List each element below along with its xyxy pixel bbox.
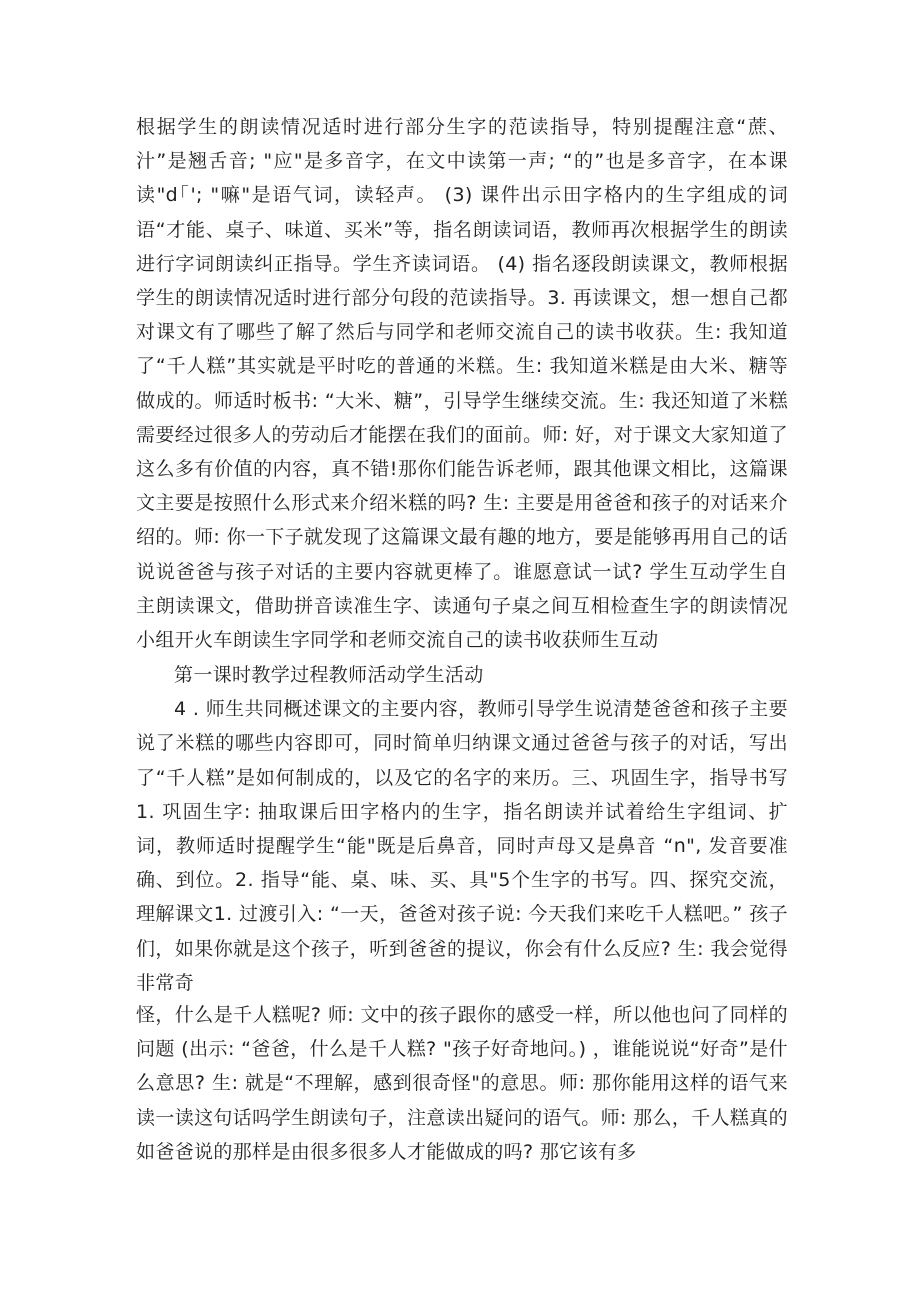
- paragraph-1: 根据学生的朗读情况适时进行部分生字的范读指导，特别提醒注意“蔗、汁”是翘舌音; "应"是多音字，在文中读第一声; “的”也是多音字，在本课读"d｢'; "嘛"是语气词，读轻声。 (3) 课件出示田字格内的生字组成的词语“才能、桌子、味道、买米”等，指名朗读词语，教师再次根据学生的朗读进行字词朗读纠正指导。学生齐读词语。 (4) 指名逐段朗读课文，教师根据学生的朗读情况适时进行部分句段的范读指导。3. 再读课文，想一想自己都对课文有了哪些了解了然后与同学和老师交流自己的读书收获。生: 我知道了“千人糕”其实就是平时吃的普通的米糕。生: 我知道米糕是由大米、糖等做成的。师适时板书: “大米、糖”，引导学生继续交流。生: 我还知道了米糕需要经过很多人的劳动后才能摆在我们的面前。师: 好，对于课文大家知道了这么多有价值的内容，真不错!那你们能告诉老师，跟其他课文相比，这篇课文主要是按照什么形式来介绍米糕的吗? 生: 主要是用爸爸和孩子的对话来介绍的。师: 你一下子就发现了这篇课文最有趣的地方，要是能够再用自己的话说说爸爸与孩子对话的主要内容就更棒了。谁愿意试一试? 学生互动学生自主朗读课文，借助拼音读准生字、读通句子桌之间互相检查生字的朗读情况小组开火车朗读生字同学和老师交流自己的读书收获师生互动: [136, 116, 788, 652]
- text-block-bottom: [136, 998, 788, 1169]
- paragraph-3: 怪，什么是千人糕呢? 师: 文中的孩子跟你的感受一样，所以他也问了同样的问题 (出示: “爸爸，什么是千人糕? "孩子好奇地问。) ，谁能说说“好奇”是什么意思? 生: 就是“不理解，感到很奇怪"的意思。师: 那你能用这样的语气来读一读这句话吗学生朗读句子，注意读出疑问的语气。师: 那么，千人糕真的如爸爸说的那样是由很多很多人才能做成的吗? 那它该有多: [136, 1004, 788, 1163]
- section-heading-line: 第一课时教学过程教师活动学生活动: [174, 664, 484, 686]
- paragraph-2: 4 . 师生共同概述课文的主要内容，教师引导学生说清楚爸爸和孩子主要说了米糕的哪些内容即可，同时简单归纳课文通过爸爸与孩子的对话，写出了“千人糕”是如何制成的，以及它的名字的来历。三、巩固生字，指导书写1. 巩固生字: 抽取课后田字格内的生字，指名朗读并试着给生字组词、扩词，教师适时提醒学生“能"既是后鼻音，同时声母又是鼻音 “n", 发音要准确、到位。2. 指导“能、桌、味、买、具"5个生字的书写。四、探究交流，理解课文1. 过渡引入: “一天，爸爸对孩子说: 今天我们来吃千人糕吧。” 孩子们，如果你就是这个孩子，听到爸爸的提议，你会有什么反应? 生: 我会觉得非常奇: [136, 698, 788, 994]
- text-block-middle: [136, 658, 788, 1000]
- text-block-top: [136, 110, 788, 668]
